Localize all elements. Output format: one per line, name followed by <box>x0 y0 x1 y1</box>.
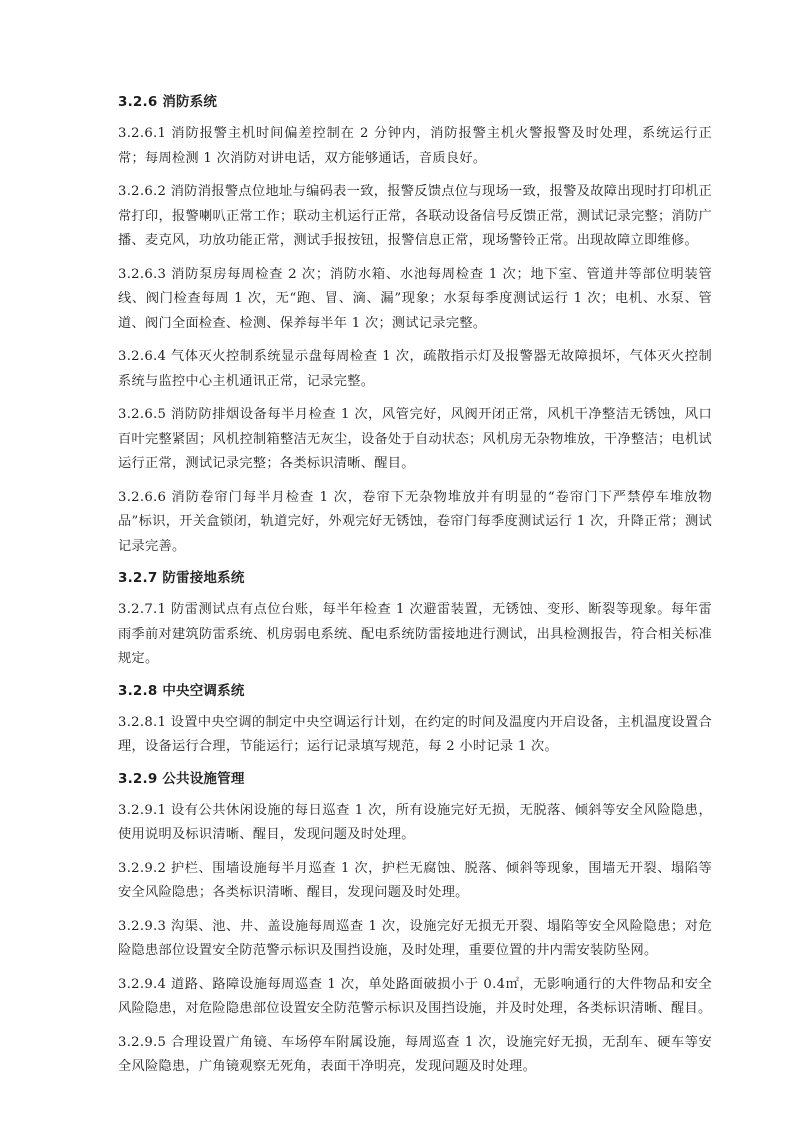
paragraph: 3.2.9.4 道路、路障设施每周巡查 1 次，单处路面破损小于 0.4㎡，无影响通行的大件物品和安全风险隐患，对危险隐患部位设置安全防范警示标识及围挡设施，并及时处理，各类标识清晰、醒目。 <box>118 976 712 1016</box>
section-lightning-protection <box>118 568 712 672</box>
section-heading: 3.2.7 防雷接地系统 <box>118 570 245 586</box>
section-heading: 3.2.9 公共设施管理 <box>118 770 245 787</box>
paragraph: 3.2.6.5 消防防排烟设备每半月检查 1 次，风管完好，风阀开闭正常，风机干净整洁无锈蚀，风口百叶完整紧固；风机控制箱整洁无灰尘，设备处于自动状态；风机房无杂物堆放，干净整洁；电机试运行正常，测试记录完整；各类标识清晰、醒目。 <box>118 407 712 471</box>
paragraph: 3.2.6.6 消防卷帘门每半月检查 1 次，卷帘下无杂物堆放并有明显的“卷帘门下严禁停车堆放物品”标识，开关盒锁闭，轨道完好，外观完好无锈蚀，卷帘门每季度测试运行 1 次，升降正常；测试记录完善。 <box>118 489 712 554</box>
paragraph: 3.2.6.4 气体灭火控制系统显示盘每周检查 1 次，疏散指示灯及报警器无故障损坏，气体灭火控制系统与监控中心主机通讯正常，记录完整。 <box>118 349 712 389</box>
paragraph: 3.2.6.1 消防报警主机时间偏差控制在 2 分钟内，消防报警主机火警报警及时处理，系统运行正常；每周检测 1 次消防对讲电话，双方能够通话，音质良好。 <box>118 126 712 166</box>
paragraph: 3.2.6.3 消防泵房每周检查 2 次；消防水箱、水池每周检查 1 次；地下室、管道井等部位明装管线、阀门检查每周 1 次，无“跑、冒、滴、漏”现象；水泵每季度测试运行 1 次；电机、水泵、管道、阀门全面检查、检测、保养每半年 1 次；测试记录完整。 <box>118 266 712 331</box>
paragraph: 3.2.9.1 设有公共休闲设施的每日巡查 1 次，所有设施完好无损，无脱落、倾斜等安全风险隐患，使用说明及标识清晰、醒目，发现问题及时处理。 <box>118 802 712 842</box>
paragraph: 3.2.9.3 沟渠、池、井、盖设施每周巡查 1 次，设施完好无损无开裂、塌陷等安全风险隐患；对危险隐患部位设置安全防范警示标识及围挡设施，及时处理，重要位置的井内需安装防坠网。 <box>118 918 712 958</box>
paragraph: 3.2.9.5 合理设置广角镜、车场停车附属设施，每周巡查 1 次，设施完好无损，无刮车、硬车等安全风险隐患，广角镜观察无死角，表面干净明亮，发现问题及时处理。 <box>118 1034 712 1074</box>
section-heading: 3.2.6 消防系统 <box>118 94 218 110</box>
section-heading: 3.2.8 中央空调系统 <box>118 682 245 699</box>
section-public-facilities <box>118 769 712 1080</box>
paragraph: 3.2.9.2 护栏、围墙设施每半月巡查 1 次，护栏无腐蚀、脱落、倾斜等现象，围墙无开裂、塌陷等安全风险隐患；各类标识清晰、醒目，发现问题及时处理。 <box>118 860 712 900</box>
paragraph: 3.2.8.1 设置中央空调的制定中央空调运行计划，在约定的时间及温度内开启设备，主机温度设置合理，设备运行合理，节能运行；运行记录填写规范，每 2 小时记录 1 次。 <box>118 714 712 754</box>
paragraph: 3.2.6.2 消防消报警点位地址与编码表一致，报警反馈点位与现场一致，报警及故障出现时打印机正常打印，报警喇叭正常工作；联动主机运行正常，各联动设备信号反馈正常，测试记录完整；消防广播、麦克风，功放功能正常，测试手报按钮，报警信息正常，现场警铃正常。出现故障立即维修。 <box>118 184 712 248</box>
section-central-air-conditioning <box>118 681 712 760</box>
paragraph: 3.2.7.1 防雷测试点有点位台账，每半年检查 1 次避雷装置，无锈蚀、变形、断裂等现象。每年雷雨季前对建筑防雷系统、机房弱电系统、配电系统防雷接地进行测试，出具检测报告，符合相关标准规定。 <box>118 602 712 666</box>
section-fire-protection <box>118 92 712 559</box>
